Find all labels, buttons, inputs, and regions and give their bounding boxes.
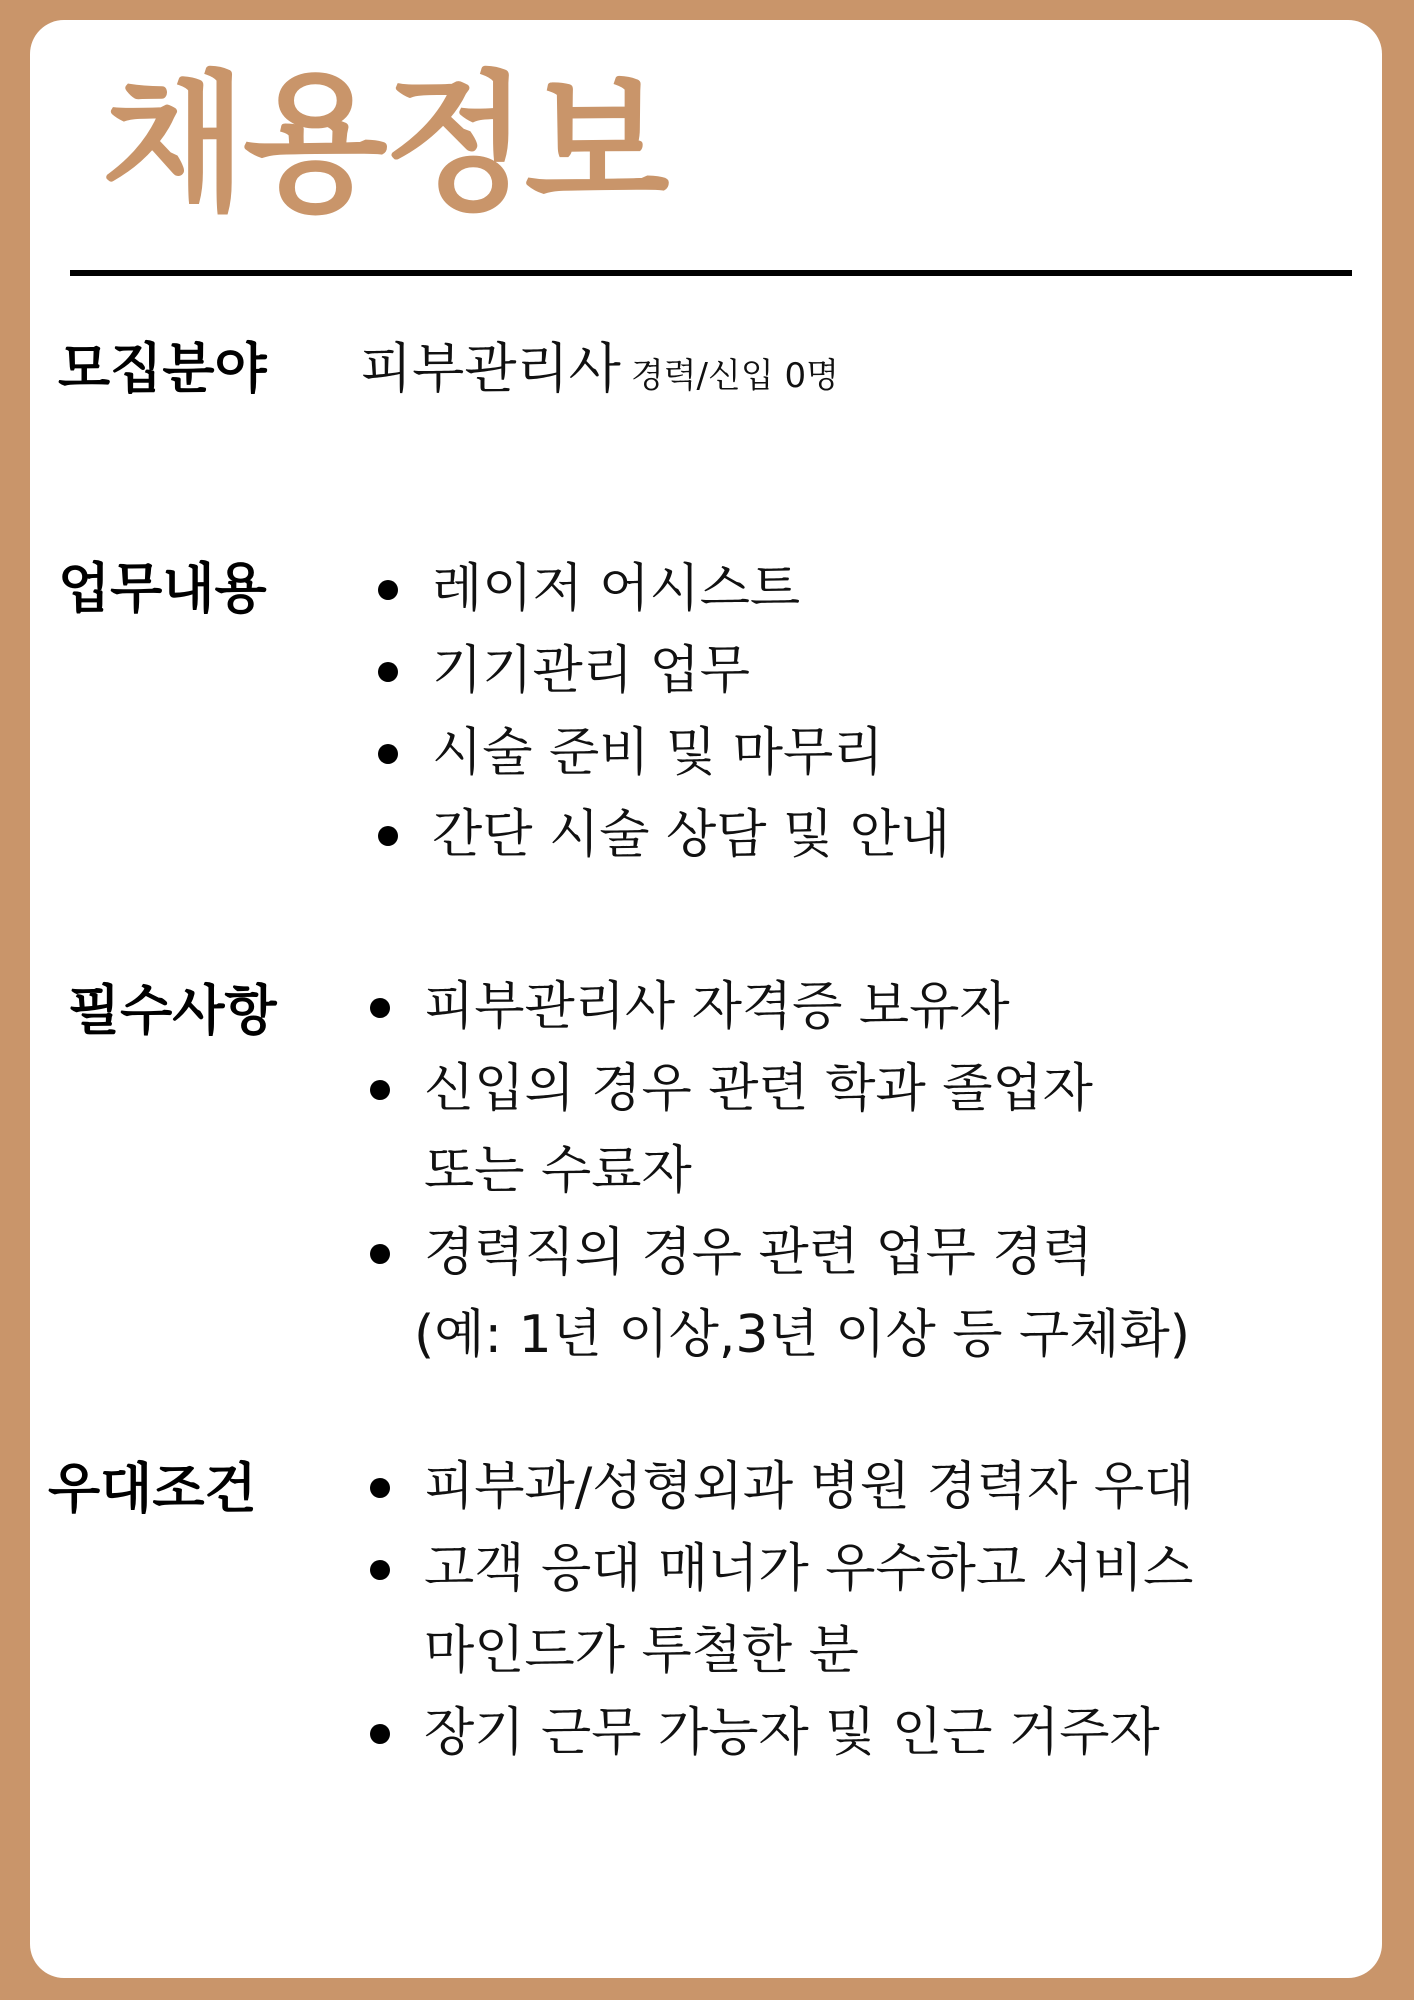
list-item [368,630,950,712]
bullet-icon [370,1724,390,1744]
duties-list [368,548,950,876]
preferences-label: 우대조건 [48,1457,257,1520]
bullet-icon [370,1244,390,1264]
list-item-text: 시술 준비 및 마무리 [432,723,884,783]
recruit-position: 피부관리사 [360,337,621,400]
requirements-label: 필수사항 [68,979,277,1042]
list-item-text-continued: 마인드가 투철한 분 [424,1621,859,1681]
list-item [368,548,950,630]
list-item [360,1446,1194,1528]
page-title: 채용정보 [102,58,666,232]
bullet-icon [378,826,398,846]
list-item-text: 신입의 경우 관련 학과 졸업자 [424,1059,1093,1119]
list-item [368,712,950,794]
job-posting-card [30,20,1382,1978]
bullet-icon [370,1478,390,1498]
preferences-list [360,1446,1194,1774]
requirements-list [360,966,1190,1376]
list-item-text-continued: 또는 수료자 [424,1141,692,1201]
list-item [360,1048,1190,1212]
duties-label: 업무내용 [58,557,267,620]
list-item [360,966,1190,1048]
list-item-text: 고객 응대 매너가 우수하고 서비스 [424,1539,1194,1599]
title-divider [70,270,1352,276]
bullet-icon [378,662,398,682]
bullet-icon [378,580,398,600]
list-item-text: 피부관리사 자격증 보유자 [424,977,1010,1037]
list-item-text: 경력직의 경우 관련 업무 경력 [424,1223,1093,1283]
recruit-value-row [360,337,839,400]
bullet-icon [378,744,398,764]
list-item-text: 레이저 어시스트 [432,559,801,619]
list-item [368,794,950,876]
list-item-text: 피부과/성형외과 병원 경력자 우대 [424,1457,1195,1517]
bullet-icon [370,998,390,1018]
list-item-text: 간단 시술 상담 및 안내 [432,805,951,865]
list-item [360,1212,1190,1376]
list-item [360,1692,1194,1774]
list-item-text: 장기 근무 가능자 및 인근 거주자 [424,1703,1160,1763]
bullet-icon [370,1080,390,1100]
list-item [360,1528,1194,1692]
bullet-icon [370,1560,390,1580]
recruit-headcount-note: 경력/신입 0명 [630,356,839,396]
list-item-text: 기기관리 업무 [432,641,750,701]
list-item-text-continued: (예: 1년 이상,3년 이상 등 구체화) [414,1305,1190,1365]
recruit-label: 모집분야 [58,337,267,400]
